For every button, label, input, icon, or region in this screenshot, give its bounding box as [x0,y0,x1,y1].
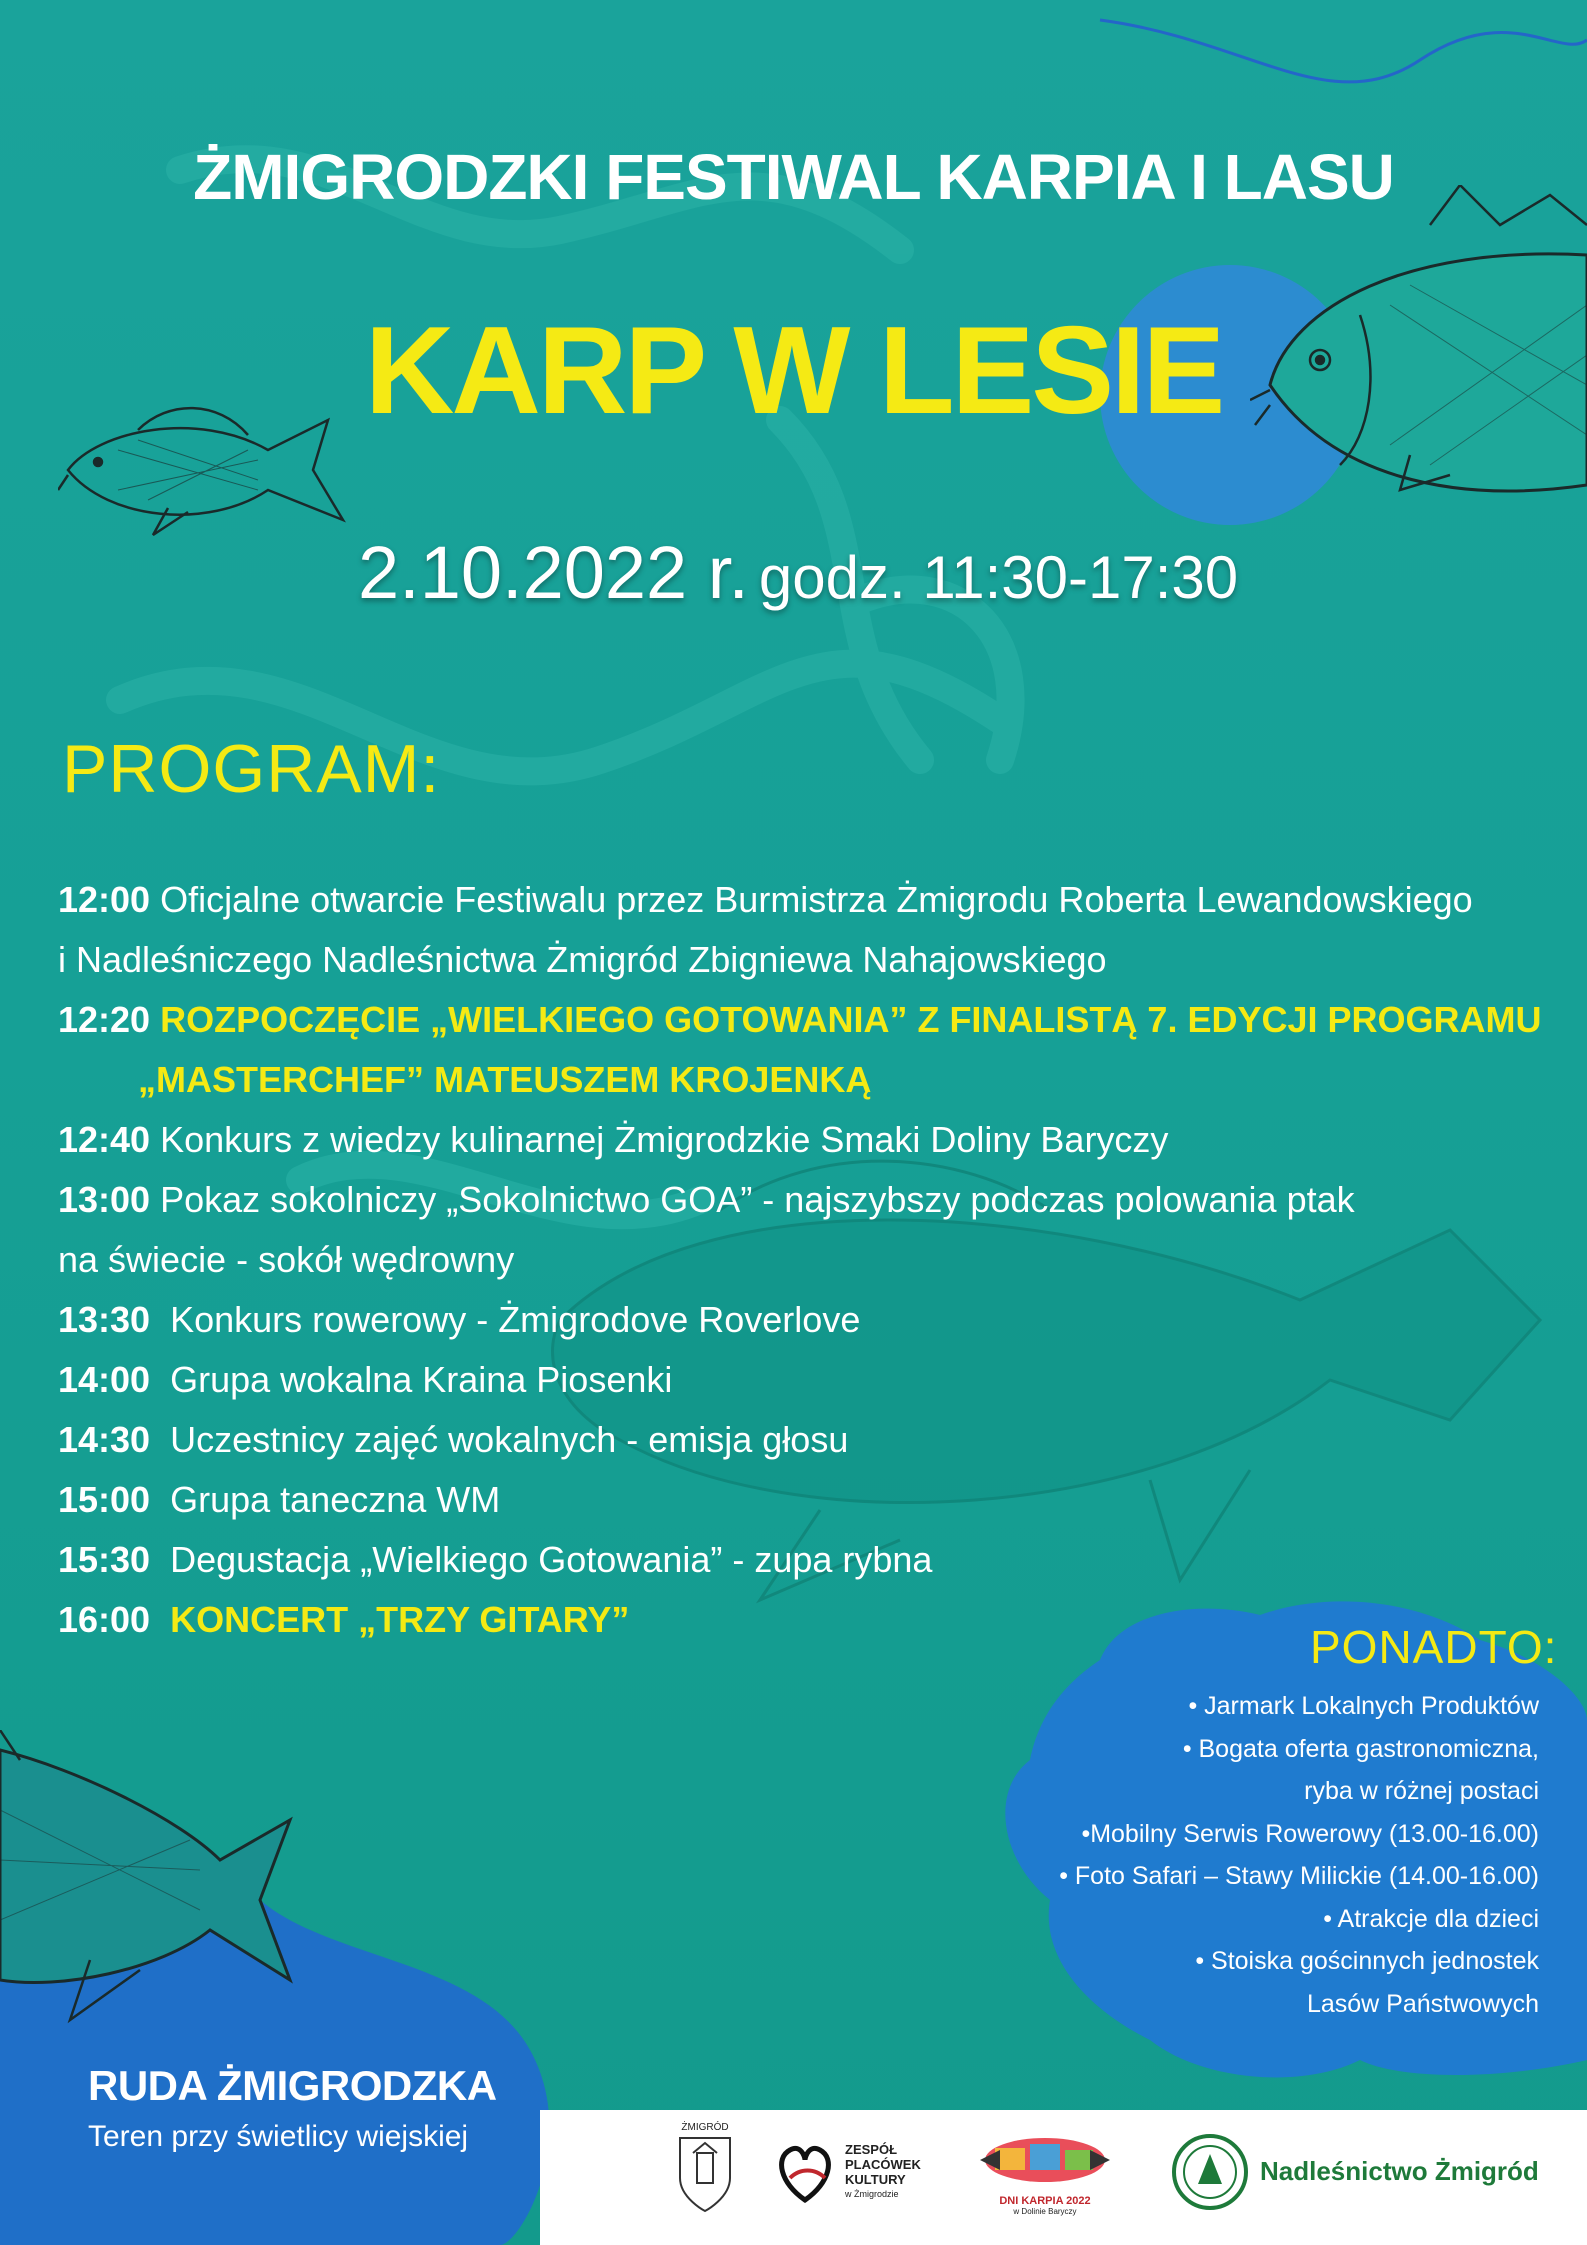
program-time: 12:00 [58,879,151,920]
dni-karpia-logo-icon [970,2130,1120,2190]
program-time: 15:00 [58,1479,151,1520]
program-text: Grupa wokalna Kraina Piosenki [170,1359,673,1400]
program-text: „MASTERCHEF” MATEUSZEM KROJENKĄ [138,1059,872,1100]
program-text: KONCERT „TRZY GITARY” [170,1599,630,1640]
location-description: Teren przy świetlicy wiejskiej [88,2120,469,2153]
program-item [58,1170,1538,1230]
list-item: Lasów Państwowych [1306,1989,1539,2018]
zpk-logo-icon [775,2138,835,2208]
program-text: Uczestnicy zajęć wokalnych - emisja głosu [170,1419,849,1460]
program-heading: PROGRAM: [62,731,441,807]
ponadto-list [939,1685,1539,2025]
festival-title: ŻMIGRODZKI FESTIWAL KARPIA I LASU [193,141,1394,213]
dni-karpia-logo [965,2130,1125,2216]
program-text: Oficjalne otwarcie Festiwalu przez Burmistrza Żmigrodu Roberta Lewandowskiego [160,879,1473,920]
list-item: • Atrakcje dla dzieci [1323,1904,1539,1933]
zmigrod-logo [670,2122,740,2218]
program-item-continuation [58,1050,1538,1110]
program-text: Pokaz sokolniczy „Sokolnictwo GOA” - najszybszy podczas polowania ptak [160,1179,1355,1220]
program-item [58,1350,1538,1410]
zpk-logo-text: w Żmigrodzie [845,2189,899,2199]
nadlesnictwo-logo-text: Nadleśnictwo Żmigród [1260,2156,1539,2186]
footer-logos-bar [540,2110,1587,2245]
program-item [58,1110,1538,1170]
program-item-continuation [58,930,1538,990]
dni-karpia-logo-text: DNI KARPIA 2022 [999,2195,1091,2207]
program-text: Degustacja „Wielkiego Gotowania” - zupa rybna [170,1539,933,1580]
program-item [58,1470,1538,1530]
zmigrod-coat-of-arms-icon [675,2133,735,2213]
program-time: 14:00 [58,1359,151,1400]
list-item: • Bogata oferta gastronomiczna, [1182,1734,1539,1763]
carp-fish-illustration [0,1730,300,2030]
program-item [58,870,1538,930]
ponadto-heading: PONADTO: [1310,1621,1558,1673]
program-time: 12:40 [58,1119,151,1160]
program-schedule [58,870,1542,1650]
event-time: godz. 11:30-17:30 [758,544,1239,611]
lasy-panstwowe-logo-icon [1170,2132,1250,2212]
program-item-highlight [58,990,1542,1050]
list-item: • Foto Safari – Stawy Milickie (14.00-16.00) [1059,1862,1539,1890]
program-item [58,1530,1538,1590]
program-text: Konkurs rowerowy - Żmigrodove Roverlove [170,1299,861,1340]
program-time: 13:00 [58,1179,151,1220]
program-text: Konkurs z wiedzy kulinarnej Żmigrodzkie Smaki Doliny Baryczy [160,1119,1169,1160]
program-time: 14:30 [58,1419,151,1460]
zpk-logo-text: ZESPÓŁ [845,2142,898,2157]
zmigrod-logo-label: ŻMIGRÓD [681,2122,729,2133]
list-item: ryba w różnej postaci [1304,1777,1539,1805]
program-item [58,1290,1538,1350]
event-date: 2.10.2022 r. [358,531,749,614]
program-text: Grupa taneczna WM [170,1479,501,1520]
zpk-logo-text: KULTURY [845,2172,906,2187]
zpk-logo-text: PLACÓWEK [845,2157,921,2172]
dni-karpia-logo-text: w Dolinie Baryczy [1013,2207,1077,2216]
program-text: na świecie - sokół wędrowny [58,1239,515,1280]
program-time: 13:30 [58,1299,151,1340]
program-time: 15:30 [58,1539,151,1580]
date-time [358,530,1238,615]
program-text: i Nadleśniczego Nadleśnictwa Żmigród Zbigniewa Nahajowskiego [58,939,1107,980]
program-time: 12:20 [58,999,151,1040]
list-item: • Stoiska gościnnych jednostek [1195,1947,1539,1975]
location-name: RUDA ŻMIGRODZKA [88,2062,497,2109]
program-item-continuation [58,1230,1538,1290]
program-text: ROZPOCZĘCIE „WIELKIEGO GOTOWANIA” Z FINALISTĄ 7. EDYCJI PROGRAMU [160,999,1542,1040]
program-time: 16:00 [58,1599,151,1640]
main-title: KARP W LESIE [364,302,1223,440]
program-item [58,1410,1538,1470]
list-item: • Jarmark Lokalnych Produktów [1188,1692,1539,1720]
list-item: •Mobilny Serwis Rowerowy (13.00-16.00) [1081,1819,1539,1848]
